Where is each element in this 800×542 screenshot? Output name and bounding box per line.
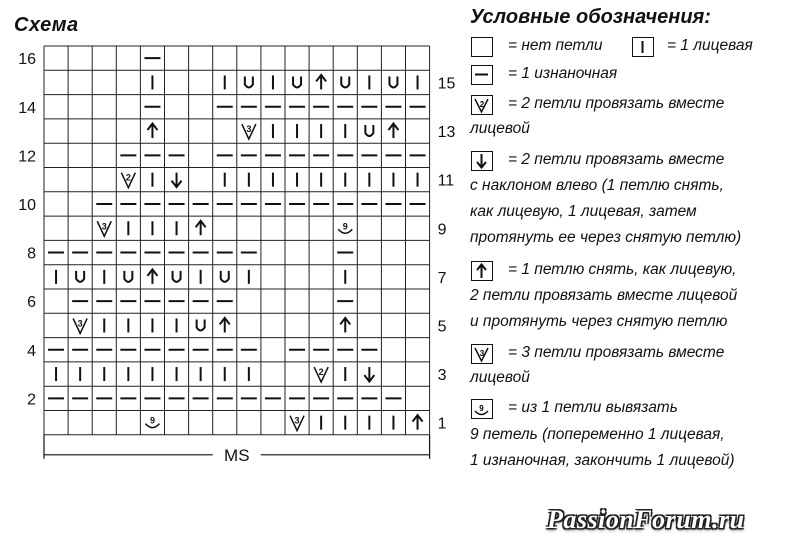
- stitch-symbol-ssk: [364, 367, 374, 382]
- stitch-symbol-purl-u: [389, 76, 397, 87]
- sk2p-icon: [471, 261, 493, 281]
- stitch-symbol-sk2p: [340, 318, 350, 333]
- stitch-symbol-sk2p: [413, 415, 423, 430]
- legend-k2tog-line1: = 2 петли провязать вместе: [508, 95, 725, 112]
- row-number-left: 8: [27, 245, 36, 263]
- chart-title: Схема: [14, 14, 79, 36]
- stitch-symbol-k3tog: [242, 124, 256, 139]
- row-number-left: 14: [18, 99, 36, 117]
- legend-k3tog-line2: лицевой: [470, 369, 530, 386]
- stitch-symbol-purl-u: [173, 271, 181, 282]
- stitch-symbol-purl-u: [293, 76, 301, 87]
- stitch-symbol-purl-u: [197, 319, 205, 330]
- legend-title: Условные обозначения:: [470, 6, 711, 28]
- legend-ssk-line3: как лицевую, 1 лицевая, затем: [470, 203, 697, 220]
- stitch-symbol-sk2p: [388, 124, 398, 139]
- stitch-symbol-k2tog: [121, 173, 135, 188]
- increase-9-icon: [471, 399, 493, 419]
- legend-ssk-line2: с наклоном влево (1 петлю снять,: [470, 177, 724, 194]
- stitch-symbol-k2tog: [314, 367, 328, 382]
- stitch-symbol-sk2p: [220, 318, 230, 333]
- legend-sk2p-line1: = 1 петлю снять, как лицевую,: [508, 261, 737, 278]
- stitch-symbol-k3tog: [73, 318, 87, 333]
- empty-stitch-icon: [471, 37, 493, 57]
- row-number-left: 6: [27, 294, 36, 312]
- stitch-symbol-purl-u: [76, 271, 84, 282]
- stitch-symbol-sk2p: [147, 124, 157, 139]
- legend-sk2p-line2: 2 петли провязать вместе лицевой: [470, 287, 738, 304]
- row-number-left: 2: [27, 391, 36, 409]
- stitch-symbol-sk2p: [316, 75, 326, 90]
- k3tog-icon: [471, 344, 493, 364]
- row-number-right: 1: [437, 415, 447, 433]
- svg-text:2: 2: [479, 100, 485, 109]
- row-number-right: 3: [437, 367, 447, 385]
- legend-knit-text: = 1 лицевая: [667, 37, 753, 54]
- stitch-symbol-ssk: [172, 173, 182, 188]
- stitch-symbol-purl-u: [341, 76, 349, 87]
- row-number-right: 5: [437, 318, 447, 336]
- legend-inc9-line1: = из 1 петли вывязать: [508, 399, 678, 416]
- ssk-icon: [471, 151, 493, 171]
- legend-inc9-line2: 9 петель (попеременно 1 лицевая,: [470, 426, 725, 443]
- stitch-symbol-purl-u: [365, 125, 373, 136]
- legend-k2tog-line2: лицевой: [470, 120, 530, 137]
- stitch-symbol-increase-9: [145, 416, 159, 428]
- svg-text:9: 9: [342, 221, 348, 232]
- legend-sk2p-line3: и протянуть через снятую петлю: [470, 313, 728, 330]
- stitch-symbol-sk2p: [196, 221, 206, 236]
- row-number-right: 9: [437, 221, 447, 239]
- stitch-symbol-k3tog: [290, 416, 304, 431]
- row-number-right: 13: [437, 124, 456, 142]
- svg-text:3: 3: [479, 349, 485, 358]
- row-number-right: 15: [437, 75, 456, 93]
- k2tog-icon: [471, 95, 493, 115]
- legend-ssk-line4: протянуть ее через снятую петлю): [470, 229, 742, 246]
- grid-lines: [44, 46, 430, 435]
- row-number-left: 4: [27, 342, 36, 360]
- svg-text:2: 2: [318, 367, 324, 378]
- svg-text:9: 9: [479, 404, 484, 413]
- stitch-symbol-purl-u: [124, 271, 132, 282]
- svg-text:3: 3: [101, 221, 107, 232]
- knit-stitch-icon: [632, 37, 654, 57]
- row-number-right: 7: [437, 269, 447, 287]
- legend-empty-text: = нет петли: [508, 37, 603, 54]
- row-number-left: 10: [18, 196, 36, 214]
- legend-k3tog-line1: = 3 петли провязать вместе: [508, 344, 725, 361]
- svg-text:3: 3: [77, 318, 83, 329]
- svg-text:2: 2: [125, 172, 131, 183]
- stitch-symbol-sk2p: [147, 269, 157, 284]
- legend-inc9-line3: 1 изнаночная, закончить 1 лицевой): [470, 452, 735, 469]
- row-number-left: 12: [18, 148, 36, 166]
- svg-text:9: 9: [149, 415, 155, 426]
- stitch-symbol-purl-u: [245, 76, 253, 87]
- legend-purl-text: = 1 изнаночная: [508, 65, 618, 82]
- stitch-symbol-increase-9: [338, 221, 352, 233]
- repeat-label: MS: [224, 445, 250, 465]
- stitch-symbol-k3tog: [97, 221, 111, 236]
- watermark: PassionForum.ru: [547, 505, 745, 534]
- svg-text:3: 3: [246, 124, 252, 135]
- row-number-left: 16: [18, 51, 36, 69]
- svg-text:3: 3: [294, 415, 300, 426]
- purl-stitch-icon: [471, 65, 493, 85]
- row-number-right: 11: [437, 172, 455, 190]
- legend-ssk-line1: = 2 петли провязать вместе: [508, 151, 725, 168]
- stitch-symbol-purl-u: [221, 271, 229, 282]
